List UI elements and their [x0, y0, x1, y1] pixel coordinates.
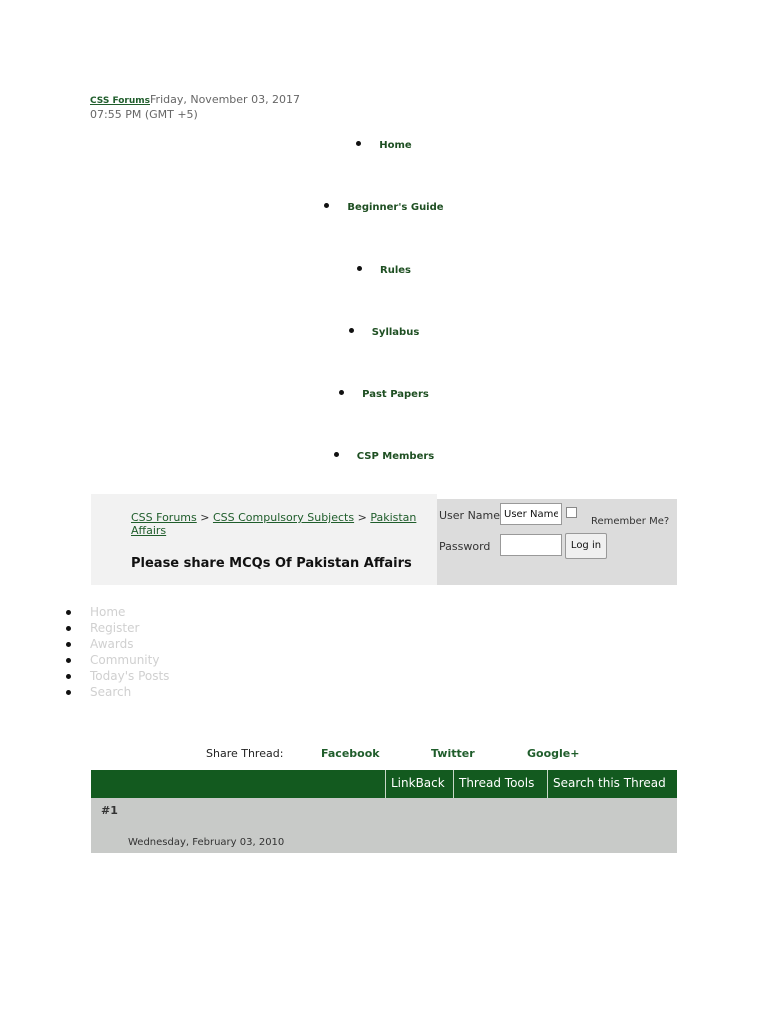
datetime-time: 07:55 PM (GMT +5): [90, 108, 198, 121]
password-label: Password: [439, 540, 491, 553]
post-number[interactable]: #1: [101, 804, 118, 817]
thread-tools-button[interactable]: Thread Tools: [453, 770, 547, 798]
breadcrumb-panel: [91, 494, 437, 585]
breadcrumb-link-css-forums[interactable]: CSS Forums: [131, 511, 197, 524]
secondary-nav-awards[interactable]: Awards: [64, 636, 169, 652]
share-facebook-link[interactable]: Facebook: [321, 747, 380, 760]
nav-item-rules[interactable]: [0, 265, 768, 276]
datetime-text: Friday, November 03, 2017: [150, 93, 301, 106]
post-date: Wednesday, February 03, 2010: [128, 837, 285, 848]
linkback-button[interactable]: LinkBack: [385, 770, 453, 798]
nav-item-syllabus[interactable]: [0, 327, 768, 338]
bullet-icon: [324, 203, 329, 208]
share-google-link[interactable]: Google+: [527, 747, 580, 760]
username-input[interactable]: [500, 503, 562, 525]
nav-item-home[interactable]: [0, 140, 768, 151]
nav-label[interactable]: Rules: [380, 265, 411, 276]
secondary-nav: [64, 604, 169, 700]
thread-toolbar: [91, 770, 677, 798]
nav-item-csp-members[interactable]: [0, 451, 768, 462]
breadcrumb: [131, 511, 431, 537]
site-home-link[interactable]: CSS Forums: [90, 96, 151, 106]
header-datetime: [90, 93, 320, 121]
nav-label[interactable]: Syllabus: [371, 327, 420, 338]
secondary-nav-search[interactable]: Search: [64, 684, 169, 700]
username-label: User Name: [439, 509, 501, 522]
search-thread-button[interactable]: Search this Thread: [547, 770, 677, 798]
nav-item-beginners-guide[interactable]: [0, 202, 768, 213]
thread-title: Please share MCQs Of Pakistan Affairs: [131, 556, 412, 571]
nav-label[interactable]: Past Papers: [362, 389, 429, 400]
secondary-nav-register[interactable]: Register: [64, 620, 169, 636]
secondary-nav-todays-posts[interactable]: Today's Posts: [64, 668, 169, 684]
bullet-icon: [356, 141, 361, 146]
login-button[interactable]: Log in: [565, 533, 607, 559]
share-twitter-link[interactable]: Twitter: [431, 747, 475, 760]
remember-me-label: Remember Me?: [591, 516, 670, 527]
breadcrumb-link-pakistan-affairs[interactable]: Pakistan Affairs: [131, 511, 417, 537]
nav-label[interactable]: Beginner's Guide: [347, 202, 444, 213]
secondary-nav-home[interactable]: Home: [64, 604, 169, 620]
breadcrumb-separator: >: [357, 511, 367, 524]
bullet-icon: [339, 390, 344, 395]
remember-me-checkbox[interactable]: [566, 507, 577, 518]
bullet-icon: [334, 452, 339, 457]
nav-label[interactable]: CSP Members: [356, 451, 435, 462]
password-input[interactable]: [500, 534, 562, 556]
bullet-icon: [357, 266, 362, 271]
secondary-nav-community[interactable]: Community: [64, 652, 169, 668]
nav-item-past-papers[interactable]: [0, 389, 768, 400]
breadcrumb-separator: >: [200, 511, 210, 524]
bullet-icon: [349, 328, 354, 333]
breadcrumb-link-compulsory-subjects[interactable]: CSS Compulsory Subjects: [212, 511, 355, 524]
nav-label[interactable]: Home: [379, 140, 412, 151]
share-thread-label: Share Thread:: [206, 747, 284, 760]
